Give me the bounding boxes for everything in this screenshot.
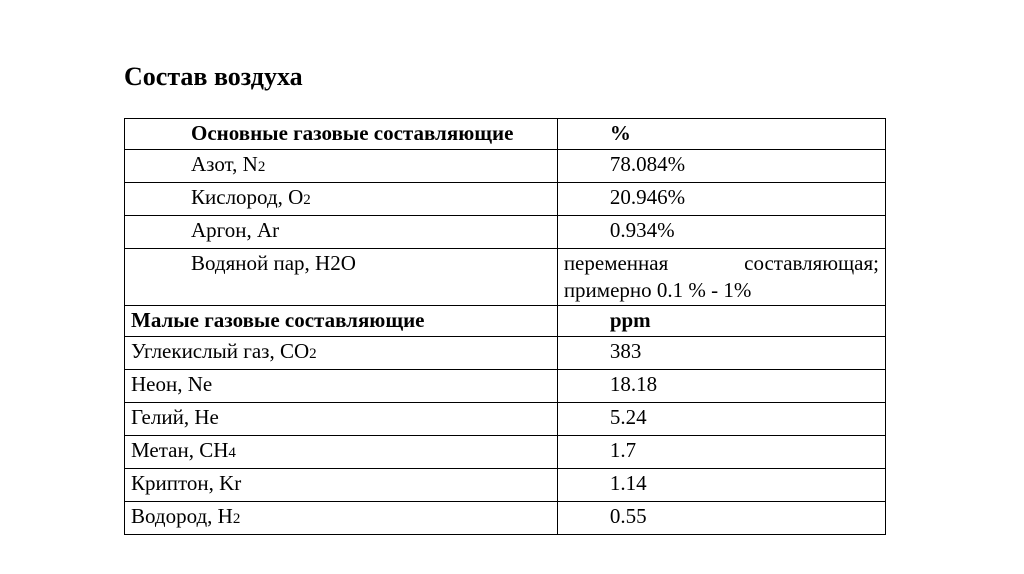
gas-name-cell	[125, 403, 558, 436]
gas-name-cell	[125, 183, 558, 216]
gas-name: Аргон, Ar	[191, 218, 280, 242]
table-row	[125, 183, 886, 216]
gas-value-cell	[557, 249, 885, 306]
gas-name: Метан, CH	[131, 438, 229, 462]
gas-value-line-1: переменная составляющая;	[563, 251, 879, 275]
minor-header-row	[125, 306, 886, 337]
gas-subscript: 4	[228, 445, 236, 461]
page-title: Состав воздуха	[124, 62, 303, 91]
gas-name: Водяной пар, H2O	[125, 249, 558, 306]
gas-value: 0.55	[557, 502, 885, 535]
gas-value: 383	[557, 337, 885, 370]
gas-name: Водород, H	[131, 504, 233, 528]
gas-value: 1.7	[557, 436, 885, 469]
gas-value: 20.946%	[557, 183, 885, 216]
gas-subscript: 2	[303, 192, 311, 208]
table-row	[125, 216, 886, 249]
gas-name-cell	[125, 150, 558, 183]
table-row	[125, 469, 886, 502]
gas-name-cell	[125, 216, 558, 249]
table-row-water	[125, 249, 886, 306]
major-header-unit: %	[557, 119, 885, 150]
table-row	[125, 436, 886, 469]
gas-value: 1.14	[557, 469, 885, 502]
gas-name-cell	[125, 436, 558, 469]
gas-value: 0.934%	[557, 216, 885, 249]
gas-value: 5.24	[557, 403, 885, 436]
gas-subscript: 2	[309, 346, 317, 362]
major-header-row	[125, 119, 886, 150]
gas-subscript: 2	[232, 511, 241, 527]
table-row	[125, 150, 886, 183]
gas-subscript: 2	[257, 159, 266, 175]
gas-name: Углекислый газ, CO	[131, 339, 310, 363]
air-composition-table	[124, 118, 886, 535]
table-row	[125, 337, 886, 370]
gas-name: Кислород, O	[191, 185, 304, 209]
gas-name: Азот, N	[191, 152, 258, 176]
gas-name: Криптон, Kr	[131, 471, 242, 495]
gas-name: Неон, Ne	[131, 372, 213, 396]
gas-value: 18.18	[557, 370, 885, 403]
gas-name-cell	[125, 370, 558, 403]
table-row	[125, 502, 886, 535]
gas-name-cell	[125, 469, 558, 502]
table-row	[125, 403, 886, 436]
gas-value-line-2: примерно 0.1 % - 1%	[563, 278, 752, 302]
gas-name-cell	[125, 337, 558, 370]
gas-name: Гелий, He	[131, 405, 219, 429]
minor-header-unit: ppm	[557, 306, 885, 337]
gas-value: 78.084%	[557, 150, 885, 183]
minor-header-label: Малые газовые составляющие	[125, 306, 558, 337]
major-header-label: Основные газовые составляющие	[125, 119, 558, 150]
table-row	[125, 370, 886, 403]
gas-name-cell	[125, 502, 558, 535]
